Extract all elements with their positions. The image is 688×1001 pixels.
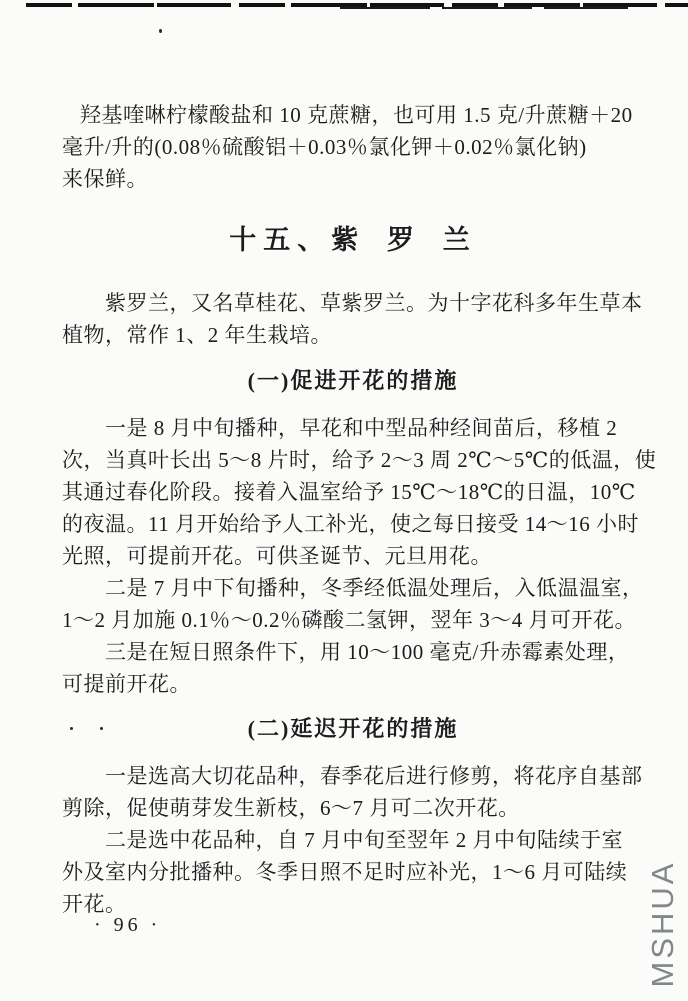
continuation-paragraph bbox=[62, 99, 644, 195]
text-line: 一是 8 月中旬播种，早花和中型品种经间苗后，移植 2 bbox=[105, 416, 618, 440]
text-line: 植物，常作 1、2 年生栽培。 bbox=[62, 323, 332, 347]
text-line: 剪除，促使萌芽发生新枝，6～7 月可二次开花。 bbox=[62, 796, 520, 820]
scan-speck bbox=[159, 29, 162, 33]
text-line: 紫罗兰，又名草桂花、草紫罗兰。为十字花科多年生草本 bbox=[105, 291, 643, 315]
text-line: 来保鲜。 bbox=[62, 167, 148, 191]
text-line: 1～2 月加施 0.1％～0.2％磷酸二氢钾，翌年 3～4 月可开花。 bbox=[62, 608, 636, 632]
text-line: 可提前开花。 bbox=[62, 672, 191, 696]
page-number: · 96 · bbox=[94, 914, 162, 936]
paragraph bbox=[62, 824, 644, 920]
scan-artifact-line-2 bbox=[340, 7, 628, 9]
text-line: 二是选中花品种，自 7 月中旬至翌年 2 月中旬陆续于室 bbox=[105, 828, 623, 852]
text-line: 外及室内分批播种。冬季日照不足时应补光，1～6 月可陆续 bbox=[62, 860, 628, 884]
page-text-column bbox=[62, 99, 657, 920]
text-line: 次，当真叶长出 5～8 片时，给予 2～3 周 2℃～5℃的低温，使 bbox=[62, 448, 657, 472]
section-heading-2: (二)延迟开花的措施 bbox=[247, 716, 459, 741]
text-line: 三是在短日照条件下，用 10～100 毫克/升赤霉素处理， bbox=[105, 640, 630, 664]
text-line: 开花。 bbox=[62, 892, 127, 916]
text-line: 毫升/升的(0.08％硫酸铝＋0.03％氯化钾＋0.02％氯化钠) bbox=[62, 135, 587, 159]
paragraph bbox=[62, 760, 644, 824]
watermark-mshua: MSHUA bbox=[645, 860, 680, 988]
text-line: 其通过春化阶段。接着入温室给予 15℃～18℃的日温，10℃ bbox=[62, 480, 636, 504]
text-line: 的夜温。11 月开始给予人工补光，使之每日接受 14～16 小时 bbox=[62, 512, 639, 536]
paragraph bbox=[62, 412, 657, 572]
intro-paragraph bbox=[62, 287, 644, 351]
paragraph bbox=[62, 636, 644, 700]
text-line: 一是选高大切花品种，春季花后进行修剪，将花序自基部 bbox=[105, 764, 643, 788]
text-line: 二是 7 月中下旬播种，冬季经低温处理后，入低温温室， bbox=[105, 576, 644, 600]
text-line: 光照，可提前开花。可供圣诞节、元旦用花。 bbox=[62, 544, 492, 568]
text-line: 羟基喹啉柠檬酸盐和 10 克蔗糖，也可用 1.5 克/升蔗糖＋20 bbox=[80, 103, 633, 127]
chapter-title: 十五、紫 罗 兰 bbox=[229, 225, 477, 255]
paragraph bbox=[62, 572, 644, 636]
section-heading-1: (一)促进开花的措施 bbox=[247, 368, 459, 393]
